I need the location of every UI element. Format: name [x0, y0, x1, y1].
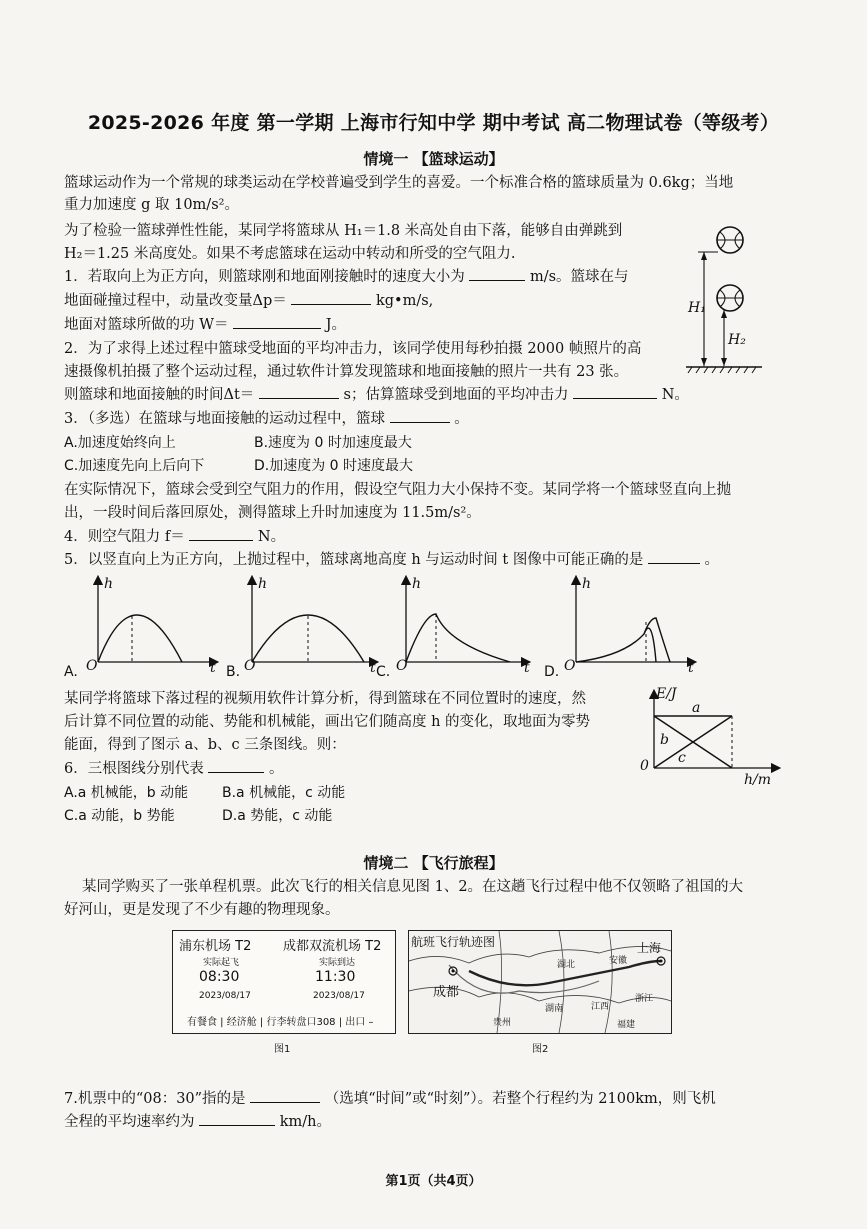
- graph-option-a: A.: [64, 664, 78, 680]
- map-hubei: 湖北: [557, 960, 576, 970]
- answer-blank-2a[interactable]: [259, 384, 339, 399]
- flight-ticket: [172, 930, 396, 1034]
- map-guizhou: 贵州: [493, 1018, 512, 1028]
- answer-blank-2b[interactable]: [573, 384, 657, 399]
- graph-c: [406, 580, 526, 662]
- map-zhejiang: 浙江: [635, 994, 654, 1004]
- question-4: [64, 526, 285, 548]
- graph-d-h: h: [582, 576, 592, 592]
- q6-option-c: C.a 动能，b 势能: [64, 808, 175, 824]
- answer-blank-5[interactable]: [648, 549, 700, 564]
- q3-option-c: C.加速度先向上后向下: [64, 458, 205, 474]
- section1-heading: 情境一 【篮球运动】: [363, 150, 504, 168]
- question-3: [64, 408, 469, 430]
- label-h2: H₂: [728, 332, 746, 348]
- graph-a-o: O: [86, 658, 98, 674]
- question-2c-mid: s；估算篮球受到地面的平均冲击力: [343, 387, 569, 403]
- graph-d-o: O: [564, 658, 576, 674]
- map-jiangxi: 江西: [591, 1002, 610, 1012]
- map-title: 航班飞行轨迹图: [411, 935, 496, 949]
- question-1a-unit: m/s。篮球在与: [529, 269, 629, 285]
- graph-c-t: t: [524, 660, 530, 676]
- ticket-dep-label: 实际起飞: [203, 958, 240, 968]
- q6-option-b: B.a 机械能，c 动能: [222, 785, 346, 801]
- question-2a: 2．为了求得上述过程中篮球受地面的平均冲击力，该同学使用每秒拍摄 2000 帧照片的高: [64, 341, 642, 357]
- question-2c: [64, 384, 689, 406]
- answer-blank-1c[interactable]: [233, 314, 321, 329]
- question-1b-text: 地面碰撞过程中，动量改变量Δp＝: [64, 293, 287, 309]
- intro-line-1: 篮球运动作为一个常规的球类运动在学校普遍受到学生的喜爱。一个标准合格的篮球质量为 0.6kg；当地: [64, 175, 734, 191]
- question-5-text: 5．以竖直向上为正方向，上抛过程中，篮球离地高度 h 与运动时间 t 图像中可能正确的是: [64, 552, 644, 568]
- para-line-6: 后计算不同位置的动能、势能和机械能，画出它们随高度 h 的变化，取地面为零势: [64, 714, 591, 730]
- section2-para-1: 某同学购买了一张单程机票。此次飞行的相关信息见图 1、2。在这趟飞行过程中他不仅领略了祖国的大: [82, 879, 744, 895]
- graph-a: [98, 580, 214, 662]
- graph-b-h: h: [258, 576, 268, 592]
- question-1b: [64, 290, 433, 312]
- question-1a-text: 1．若取向上为正方向，则篮球刚和地面刚接触时的速度大小为: [64, 269, 465, 285]
- answer-blank-1b[interactable]: [291, 290, 371, 305]
- question-3-text: 3．（多选）在篮球与地面接触的运动过程中，篮球: [64, 411, 385, 427]
- graph-c-h: h: [412, 576, 422, 592]
- q3-option-b: B.速度为 0 时加速度最大: [254, 435, 412, 451]
- graph-b-o: O: [244, 658, 256, 674]
- intro-line-2: 重力加速度 g 取 10m/s²。: [64, 197, 239, 213]
- ej-label-b: b: [660, 732, 669, 748]
- ej-ylabel: E/J: [656, 686, 677, 702]
- para-line-1: 为了检验一篮球弹性性能，某同学将篮球从 H₁＝1.8 米高处自由下落，能够自由弹跳到: [64, 223, 623, 239]
- ej-zero: 0: [640, 758, 649, 774]
- ej-xlabel: h/m: [744, 772, 772, 788]
- question-7a-text: 7.机票中的“08：30”指的是: [64, 1091, 246, 1107]
- exam-title: 2025-2026 年度 第一学期 上海市行知中学 期中考试 高二物理试卷（等级考）: [87, 112, 780, 134]
- graph-b-t: t: [370, 660, 376, 676]
- question-1c-text: 地面对篮球所做的功 W＝: [64, 317, 229, 333]
- para-line-4: 出，一段时间后落回原处，测得篮球上升时加速度为 11.5m/s²。: [64, 505, 481, 521]
- ticket-footer: 有餐食 | 经济舱 | 行李转盘口308 | 出口 –: [187, 1017, 374, 1028]
- map-shanghai: 上海: [637, 941, 662, 955]
- question-6-end: 。: [268, 761, 284, 777]
- graph-c-o: O: [396, 658, 408, 674]
- q6-option-d: D.a 势能，c 动能: [222, 808, 333, 824]
- question-6-text: 6．三根图线分别代表: [64, 761, 204, 777]
- map-hunan: 湖南: [545, 1004, 564, 1014]
- para-line-3: 在实际情况下，篮球会受到空气阻力的作用，假设空气阻力大小保持不变。某同学将一个篮球竖直向上抛: [64, 482, 731, 498]
- answer-blank-3[interactable]: [390, 408, 450, 423]
- question-2b: 速摄像机拍摄了整个运动过程，通过软件计算发现篮球和地面接触的照片一共有 23 张。: [64, 364, 629, 380]
- para-line-7: 能面，得到了图示 a、b、c 三条图线。则：: [64, 737, 346, 753]
- ticket-from: 浦东机场 T2: [179, 939, 252, 954]
- question-4-unit: N。: [257, 529, 286, 545]
- ticket-dep-time: 08:30: [199, 969, 240, 985]
- question-7b-text: 全程的平均速率约为: [64, 1114, 195, 1130]
- answer-blank-6[interactable]: [208, 758, 264, 773]
- question-2c-unit: N。: [661, 387, 689, 403]
- graph-a-h: h: [104, 576, 114, 592]
- graph-option-d: D.: [544, 664, 560, 680]
- question-7a-mid: （选填“时间”或“时刻”）。若整个行程约为 2100km，则飞机: [324, 1091, 716, 1107]
- figure-2-caption: 图2: [532, 1044, 549, 1055]
- page-footer: 第1页（共4页）: [385, 1174, 482, 1189]
- q3-option-d: D.加速度为 0 时速度最大: [254, 458, 414, 474]
- graph-d: [576, 580, 692, 662]
- question-1b-unit: kg•m/s,: [375, 293, 434, 309]
- q6-option-a: A.a 机械能，b 动能: [64, 785, 189, 801]
- map-chengdu: 成都: [433, 985, 460, 1000]
- para-line-2: H₂＝1.25 米高度处。如果不考虑篮球在运动中转动和所受的空气阻力.: [64, 246, 516, 262]
- graph-b: [252, 580, 374, 662]
- ej-label-a: a: [692, 700, 701, 716]
- question-7b-unit: km/h。: [279, 1114, 331, 1130]
- q3-option-a: A.加速度始终向上: [64, 435, 176, 451]
- question-5-end: 。: [704, 552, 720, 568]
- ticket-arr-date: 2023/08/17: [313, 991, 365, 1001]
- graph-option-b: B.: [226, 664, 241, 680]
- question-1c-unit: J。: [325, 317, 347, 333]
- answer-blank-4[interactable]: [189, 526, 253, 541]
- section2-heading: 情境二 【飞行旅程】: [363, 854, 504, 872]
- map-fujian: 福建: [617, 1020, 636, 1030]
- graph-d-t: t: [688, 660, 694, 676]
- question-2c-text: 则篮球和地面接触的时间Δt＝: [64, 387, 255, 403]
- answer-blank-1a[interactable]: [469, 266, 525, 281]
- question-4-text: 4．则空气阻力 f＝: [64, 529, 185, 545]
- question-3-end: 。: [454, 411, 469, 427]
- section2-para-2: 好河山，更是发现了不少有趣的物理现象。: [64, 902, 340, 918]
- para-line-5: 某同学将篮球下落过程的视频用软件计算分析，得到篮球在不同位置时的速度，然: [64, 691, 586, 707]
- drop-figure: [684, 218, 764, 378]
- question-6: [64, 758, 283, 780]
- figure-1-caption: 图1: [274, 1044, 291, 1055]
- ticket-arr-label: 实际到达: [319, 958, 356, 968]
- graph-option-c: C.: [376, 664, 391, 680]
- flight-map: [408, 930, 672, 1034]
- graph-a-t: t: [210, 660, 216, 676]
- label-h1: H₁: [688, 300, 706, 316]
- answer-blank-7b[interactable]: [199, 1111, 275, 1126]
- ticket-to: 成都双流机场 T2: [283, 939, 382, 954]
- question-7b: [64, 1111, 331, 1133]
- question-5: [64, 549, 719, 571]
- ticket-arr-time: 11:30: [315, 969, 356, 985]
- question-1c: [64, 314, 346, 336]
- question-1a: [64, 266, 629, 288]
- ticket-dep-date: 2023/08/17: [199, 991, 251, 1001]
- answer-blank-7a[interactable]: [250, 1088, 320, 1103]
- ej-label-c: c: [678, 750, 686, 766]
- question-7a: [64, 1088, 716, 1110]
- map-anhui: 安徽: [609, 956, 628, 966]
